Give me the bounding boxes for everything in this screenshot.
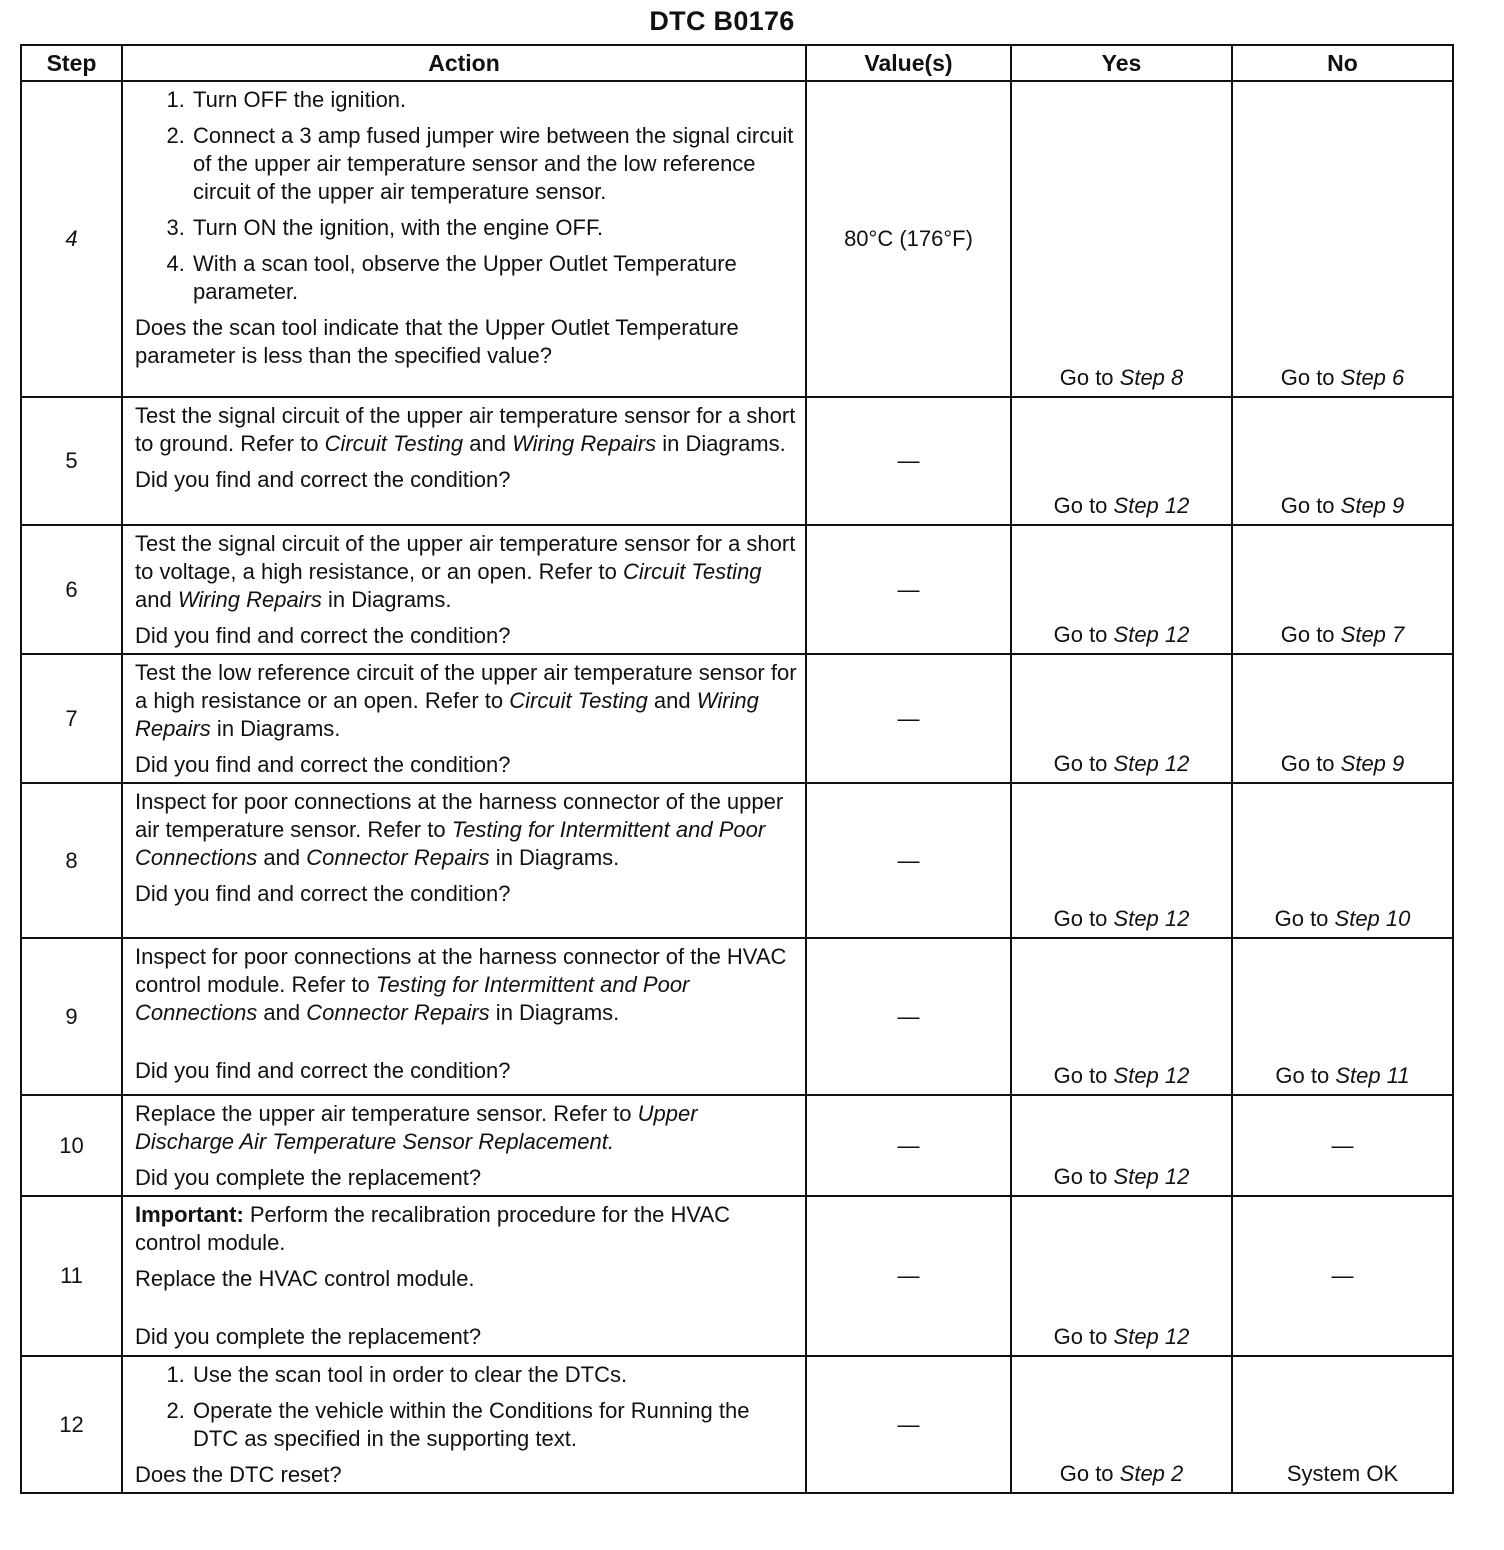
list-item: 2. Connect a 3 amp fused jumper wire between the signal circuit of the upper air temperature sensor and the low reference circuit of the upper air temperature sensor. [191, 122, 799, 206]
go-to-label: Go to [1280, 493, 1341, 518]
table-row [21, 654, 1453, 783]
no-cell: — [1232, 1095, 1453, 1196]
header-step: Step [21, 45, 122, 81]
value-cell: — [806, 1356, 1011, 1493]
table-row [21, 525, 1453, 654]
yes-step-ref: Step 12 [1113, 1164, 1190, 1189]
go-to-label: Go to [1053, 1164, 1114, 1189]
step-number: 6 [21, 525, 122, 654]
action-question: Did you find and correct the condition? [135, 623, 511, 648]
list-item: 3. Turn ON the ignition, with the engine OFF. [191, 214, 799, 242]
value-cell: — [806, 525, 1011, 654]
yes-cell [1011, 1356, 1232, 1493]
no-cell [1232, 525, 1453, 654]
action-cell [122, 783, 806, 938]
action-cell [122, 525, 806, 654]
yes-step-ref: Step 8 [1119, 365, 1184, 390]
yes-step-ref: Step 12 [1113, 1324, 1190, 1349]
no-cell [1232, 938, 1453, 1095]
go-to-label: Go to [1275, 1063, 1336, 1088]
no-step-ref: Step 6 [1340, 365, 1405, 390]
header-yes: Yes [1011, 45, 1232, 81]
no-cell [1232, 81, 1453, 397]
no-step-ref: Step 9 [1340, 493, 1405, 518]
action-text: Inspect for poor connections at the harness connector of the HVAC control module. Refer to Testing for Intermittent and Poor Connections and Connector Repairs in Diagrams. [135, 944, 787, 1025]
action-question: Did you find and correct the condition? [135, 881, 511, 906]
action-cell [122, 1356, 806, 1493]
value-cell: — [806, 1196, 1011, 1356]
yes-cell [1011, 654, 1232, 783]
action-cell [122, 397, 806, 525]
value-cell: — [806, 654, 1011, 783]
no-cell: System OK [1232, 1356, 1453, 1493]
go-to-label: Go to [1059, 1461, 1120, 1486]
yes-cell [1011, 783, 1232, 938]
action-text: Inspect for poor connections at the harness connector of the upper air temperature sensor. Refer to Testing for Intermittent and Poor Connections and Connector Repairs in Diagrams. [135, 789, 784, 870]
value-cell: — [806, 1095, 1011, 1196]
yes-cell [1011, 1095, 1232, 1196]
step-number: 8 [21, 783, 122, 938]
table-row [21, 1356, 1453, 1493]
yes-step-ref: Step 12 [1113, 1063, 1190, 1088]
header-values: Value(s) [806, 45, 1011, 81]
action-question: Did you complete the replacement? [135, 1324, 482, 1349]
action-text: Replace the upper air temperature sensor. Refer to Upper Discharge Air Temperature Sensor Replacement. [135, 1101, 698, 1154]
go-to-label: Go to [1053, 1063, 1114, 1088]
step-number: 5 [21, 397, 122, 525]
yes-cell [1011, 938, 1232, 1095]
value-cell: 80°C (176°F) [806, 81, 1011, 397]
no-step-ref: Step 11 [1335, 1063, 1410, 1088]
go-to-label: Go to [1053, 493, 1114, 518]
table-row [21, 1196, 1453, 1356]
table-row [21, 1095, 1453, 1196]
action-cell [122, 81, 806, 397]
step-number: 7 [21, 654, 122, 783]
no-step-ref: Step 7 [1340, 622, 1405, 647]
no-step-ref: Step 10 [1334, 906, 1411, 931]
value-cell: — [806, 938, 1011, 1095]
step-number: 4 [21, 81, 122, 397]
go-to-label: Go to [1053, 906, 1114, 931]
action-cell [122, 1196, 806, 1356]
table-row [21, 783, 1453, 938]
table-row [21, 397, 1453, 525]
go-to-label: Go to [1059, 365, 1120, 390]
list-item: 1. Turn OFF the ignition. [191, 86, 799, 114]
action-question: Does the DTC reset? [135, 1462, 342, 1487]
action-list [135, 86, 799, 306]
action-text: Test the signal circuit of the upper air temperature sensor for a short to ground. Refer to Circuit Testing and Wiring Repairs in Diagrams. [135, 403, 796, 456]
important-label: Important: [135, 1202, 244, 1227]
header-no: No [1232, 45, 1453, 81]
step-number: 10 [21, 1095, 122, 1196]
no-cell [1232, 783, 1453, 938]
action-cell [122, 1095, 806, 1196]
action-cell [122, 654, 806, 783]
yes-step-ref: Step 12 [1113, 906, 1190, 931]
value-cell: — [806, 397, 1011, 525]
yes-step-ref: Step 12 [1113, 493, 1190, 518]
action-question: Did you find and correct the condition? [135, 752, 511, 777]
yes-cell [1011, 397, 1232, 525]
page-title: DTC B0176 [649, 6, 795, 36]
action-question: Did you complete the replacement? [135, 1165, 482, 1190]
action-cell [122, 938, 806, 1095]
action-question: Did you find and correct the condition? [135, 467, 511, 492]
value-cell: — [806, 783, 1011, 938]
yes-step-ref: Step 2 [1119, 1461, 1184, 1486]
list-item: 2. Operate the vehicle within the Conditions for Running the DTC as specified in the supporting text. [191, 1397, 799, 1453]
action-text: Test the low reference circuit of the upper air temperature sensor for a high resistance or an open. Refer to Circuit Testing and Wiring Repairs in Diagrams. [135, 660, 797, 741]
yes-cell [1011, 525, 1232, 654]
important-note: Important: Perform the recalibration procedure for the HVAC control module. [135, 1202, 731, 1255]
action-text: Test the signal circuit of the upper air temperature sensor for a short to voltage, a high resistance, or an open. Refer to Circuit Testing and Wiring Repairs in Diagrams. [135, 531, 796, 612]
step-number: 9 [21, 938, 122, 1095]
go-to-label: Go to [1280, 751, 1341, 776]
step-number: 12 [21, 1356, 122, 1493]
header-action: Action [122, 45, 806, 81]
action-text: Replace the HVAC control module. [135, 1266, 475, 1291]
list-item: 4. With a scan tool, observe the Upper Outlet Temperature parameter. [191, 250, 799, 306]
list-item: 1. Use the scan tool in order to clear the DTCs. [191, 1361, 799, 1389]
header-row [21, 45, 1453, 81]
go-to-label: Go to [1280, 622, 1341, 647]
go-to-label: Go to [1053, 1324, 1114, 1349]
go-to-label: Go to [1053, 751, 1114, 776]
no-cell: — [1232, 1196, 1453, 1356]
yes-cell [1011, 1196, 1232, 1356]
no-cell [1232, 397, 1453, 525]
action-question: Does the scan tool indicate that the Upper Outlet Temperature parameter is less than the specified value? [135, 315, 739, 368]
action-question: Did you find and correct the condition? [135, 1058, 511, 1083]
table-row [21, 81, 1453, 397]
go-to-label: Go to [1274, 906, 1335, 931]
table-row [21, 938, 1453, 1095]
go-to-label: Go to [1280, 365, 1341, 390]
yes-step-ref: Step 12 [1113, 751, 1190, 776]
go-to-label: Go to [1053, 622, 1114, 647]
diagnostic-table [20, 44, 1454, 1494]
yes-step-ref: Step 12 [1113, 622, 1190, 647]
no-step-ref: Step 9 [1340, 751, 1405, 776]
action-list [135, 1361, 799, 1453]
no-cell [1232, 654, 1453, 783]
yes-cell [1011, 81, 1232, 397]
step-number: 11 [21, 1196, 122, 1356]
